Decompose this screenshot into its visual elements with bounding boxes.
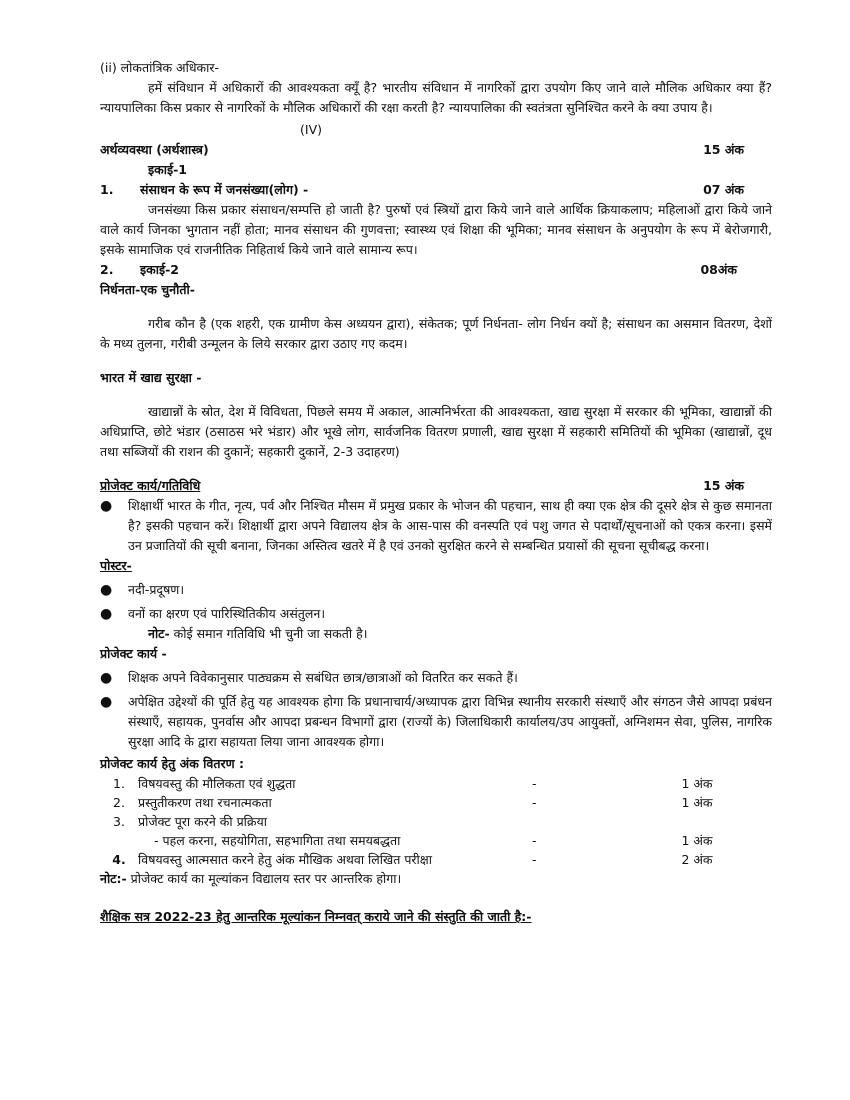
section-ii-heading: (ii) लोकतांत्रिक अधिकार- bbox=[100, 60, 219, 75]
item1-marks: 07 अंक bbox=[703, 182, 744, 197]
list-item bbox=[100, 604, 772, 624]
item1-paragraph: जनसंख्या किस प्रकार संसाधन/सम्पत्ति हो जाती है? पुरुषों एवं स्त्रियों द्वारा किये जाने वाले आर्थिक क्रियाकलाप; महिलाओं द्वारा किये जाने वाले कार्य जिनका भुगतान नहीं होता; मानव संसाधन की गुणवत्ता; स्वास्थ्य एवं शिक्षा की भूमिका; मानव संसाधन के अनुपयोग के रूप में बेरोजगारी, इसके सामाजिक एवं राजनीतिक निहितार्थ किये जाने वाले सामान्य रूप। bbox=[100, 202, 772, 257]
poster-bullet-2: वनों का क्षरण एवं पारिस्थितिकीय असंतुलन। bbox=[128, 606, 326, 621]
item1-title: संसाधन के रूप में जनसंख्या(लोग) - bbox=[140, 182, 309, 197]
bullet-icon: ● bbox=[100, 582, 113, 598]
project-activity-title: प्रोजेक्ट कार्य/गतिविधि bbox=[100, 478, 201, 493]
final-heading: शैक्षिक सत्र 2022-23 हेतु आन्तरिक मूल्यांकन निम्नवत् कराये जाने की संस्तुति की जाती है:- bbox=[100, 909, 532, 924]
table-row bbox=[100, 850, 772, 869]
poster-note-label: नोट- bbox=[148, 626, 170, 641]
unit1-label: इकाई-1 bbox=[148, 162, 187, 177]
row-marks: 2 अंक bbox=[681, 852, 713, 867]
marks-note bbox=[100, 869, 772, 889]
item2-number: 2. bbox=[100, 262, 114, 277]
document-page bbox=[100, 58, 772, 927]
row-marks: 1 अंक bbox=[681, 795, 713, 810]
poster-note-text: कोई समान गतिविधि भी चुनी जा सकती है। bbox=[169, 626, 368, 641]
row-text: विषयवस्तु की मौलिकता एवं शुद्धता bbox=[138, 776, 296, 791]
bullet-icon: ● bbox=[100, 498, 113, 514]
marks-note-label: नोट:- bbox=[100, 871, 127, 886]
project-work-bullet-2: अपेक्षित उद्देश्यों की पूर्ति हेतु यह आवश्यक होगा कि प्रधानाचार्य/अध्यापक द्वारा विभिन्न स्थानीय सरकारी संस्थाएँ और संगठन जैसे आपदा प्रबंधन संस्थाएँ, सहायक, पुनर्वास और आपदा प्रबन्धन विभागों द्वारा (राज्यों के) जिलाधिकारी कार्यालय/उप आयुक्तों, अग्निशमन सेवा, पुलिस, नागरिक सुरक्षा आदि के द्वारा सहायता लिया जाना आवश्यक होगा। bbox=[128, 694, 772, 749]
row-marks: 1 अंक bbox=[681, 776, 713, 791]
poster-title: पोस्टर- bbox=[100, 558, 132, 573]
row-number: 1. bbox=[113, 776, 125, 791]
bullet-icon: ● bbox=[100, 606, 113, 622]
project-activity-bullet: शिक्षार्थी भारत के गीत, नृत्य, पर्व और निश्चित मौसम में प्रमुख प्रकार के भोजन की पहचान, साथ ही क्या एक क्षेत्र की दूसरे क्षेत्र से कुछ समानता है? इसकी पहचान करें। शिक्षार्थी द्वारा अपने विद्यालय क्षेत्र के आस-पास की वनस्पति एवं पशु जगत से पदार्थों/सूचनाओं को एकत्र करना। इसमें उन प्रजातियों की सूची बनाना, जिनका अस्तित्व खतरे में है एवं उनको सुरक्षित करने से सम्बन्धित प्रयासों की सूचना सूचीबद्ध करना। bbox=[128, 498, 772, 553]
poverty-title: निर्धनता-एक चुनौती- bbox=[100, 282, 195, 297]
item2-unit: इकाई-2 bbox=[140, 262, 179, 277]
table-row bbox=[100, 831, 772, 850]
table-row bbox=[100, 793, 772, 812]
food-security-paragraph: खाद्यान्नों के स्रोत, देश में विविधता, पिछले समय में अकाल, आत्मनिर्भरता की आवश्यकता, खाद्य सुरक्षा में सरकार की भूमिका, खाद्यान्नों की अधिप्राप्ति, छोटे भंडार (ठसाठस भरे भंडार) और भूखे लोग, सार्वजनिक वितरण प्रणाली, खाद्य सुरक्षा में सहकारी समितियों की भूमिका (खाद्यान्नों, दूध तथा सब्जियों की राशन की दुकानें; सहकारी दुकानें, 2-3 उदाहरण) bbox=[100, 404, 772, 459]
row-text: - पहल करना, सहयोगिता, सहभागिता तथा समयबद्धता bbox=[154, 833, 401, 848]
list-item bbox=[100, 668, 772, 688]
roman-numeral-marker: (IV) bbox=[300, 122, 322, 137]
marks-distribution-title: प्रोजेक्ट कार्य हेतु अंक वितरण : bbox=[100, 756, 244, 771]
row-number: 2. bbox=[113, 795, 125, 810]
row-number: 3. bbox=[113, 814, 125, 829]
item2-header bbox=[100, 260, 772, 280]
item1-header bbox=[100, 180, 772, 200]
table-row bbox=[100, 774, 772, 793]
row-number: 4. bbox=[112, 852, 126, 867]
list-item bbox=[100, 496, 772, 556]
section-ii-paragraph: हमें संविधान में अधिकारों की आवश्यकता क्यूँ है? भारतीय संविधान में नागरिकों द्वारा उपयोग किए जाने वाले मौलिक अधिकार क्या हैं? न्यायपालिका किस प्रकार से नागरिकों के मौलिक अधिकारों की रक्षा करती है? न्यायपालिका की स्वतंत्रता सुनिश्चित करने के क्या उपाय है। bbox=[100, 80, 772, 115]
row-text: प्रोजेक्ट पूरा करने की प्रक्रिया bbox=[138, 814, 268, 829]
row-dash: - bbox=[532, 833, 537, 848]
poster-bullet-1: नदी-प्रदूषण। bbox=[128, 582, 185, 597]
row-dash: - bbox=[532, 776, 537, 791]
row-marks: 1 अंक bbox=[681, 833, 713, 848]
bullet-icon: ● bbox=[100, 694, 113, 710]
row-dash: - bbox=[532, 852, 537, 867]
list-item bbox=[100, 692, 772, 752]
project-work-bullet-1: शिक्षक अपने विवेकानुसार पाठ्यक्रम से सबंधित छात्र/छात्राओं को वितरित कर सकते हैं। bbox=[128, 670, 518, 685]
economics-header bbox=[100, 140, 772, 160]
economics-marks: 15 अंक bbox=[703, 142, 744, 157]
marks-distribution-table bbox=[100, 774, 772, 869]
poverty-paragraph: गरीब कौन है (एक शहरी, एक ग्रामीण केस अध्ययन द्वारा), संकेतक; पूर्ण निर्धनता- लोग निर्धन क्यों है; संसाधन का असमान वितरण, देशों के मध्य तुलना, गरीबी उन्मूलन के लिये सरकार द्वारा उठाए गए कदम। bbox=[100, 316, 772, 351]
marks-note-text: प्रोजेक्ट कार्य का मूल्यांकन विद्यालय स्तर पर आन्तरिक होगा। bbox=[126, 871, 402, 886]
bullet-icon: ● bbox=[100, 670, 113, 686]
project-activity-header bbox=[100, 476, 772, 496]
row-text: प्रस्तुतीकरण तथा रचनात्मकता bbox=[138, 795, 272, 810]
item1-number: 1. bbox=[100, 182, 114, 197]
economics-title: अर्थव्यवस्था (अर्थशास्त्र) bbox=[100, 142, 209, 157]
item2-marks: 08अंक bbox=[700, 262, 737, 277]
project-work-title: प्रोजेक्ट कार्य - bbox=[100, 646, 167, 661]
row-dash: - bbox=[532, 795, 537, 810]
poster-note bbox=[100, 624, 772, 644]
table-row bbox=[100, 812, 772, 831]
food-security-title: भारत में खाद्य सुरक्षा - bbox=[100, 370, 202, 385]
row-text: विषयवस्तु आत्मसात करने हेतु अंक मौखिक अथवा लिखित परीक्षा bbox=[138, 852, 432, 867]
project-activity-marks: 15 अंक bbox=[703, 478, 744, 493]
list-item bbox=[100, 580, 772, 600]
